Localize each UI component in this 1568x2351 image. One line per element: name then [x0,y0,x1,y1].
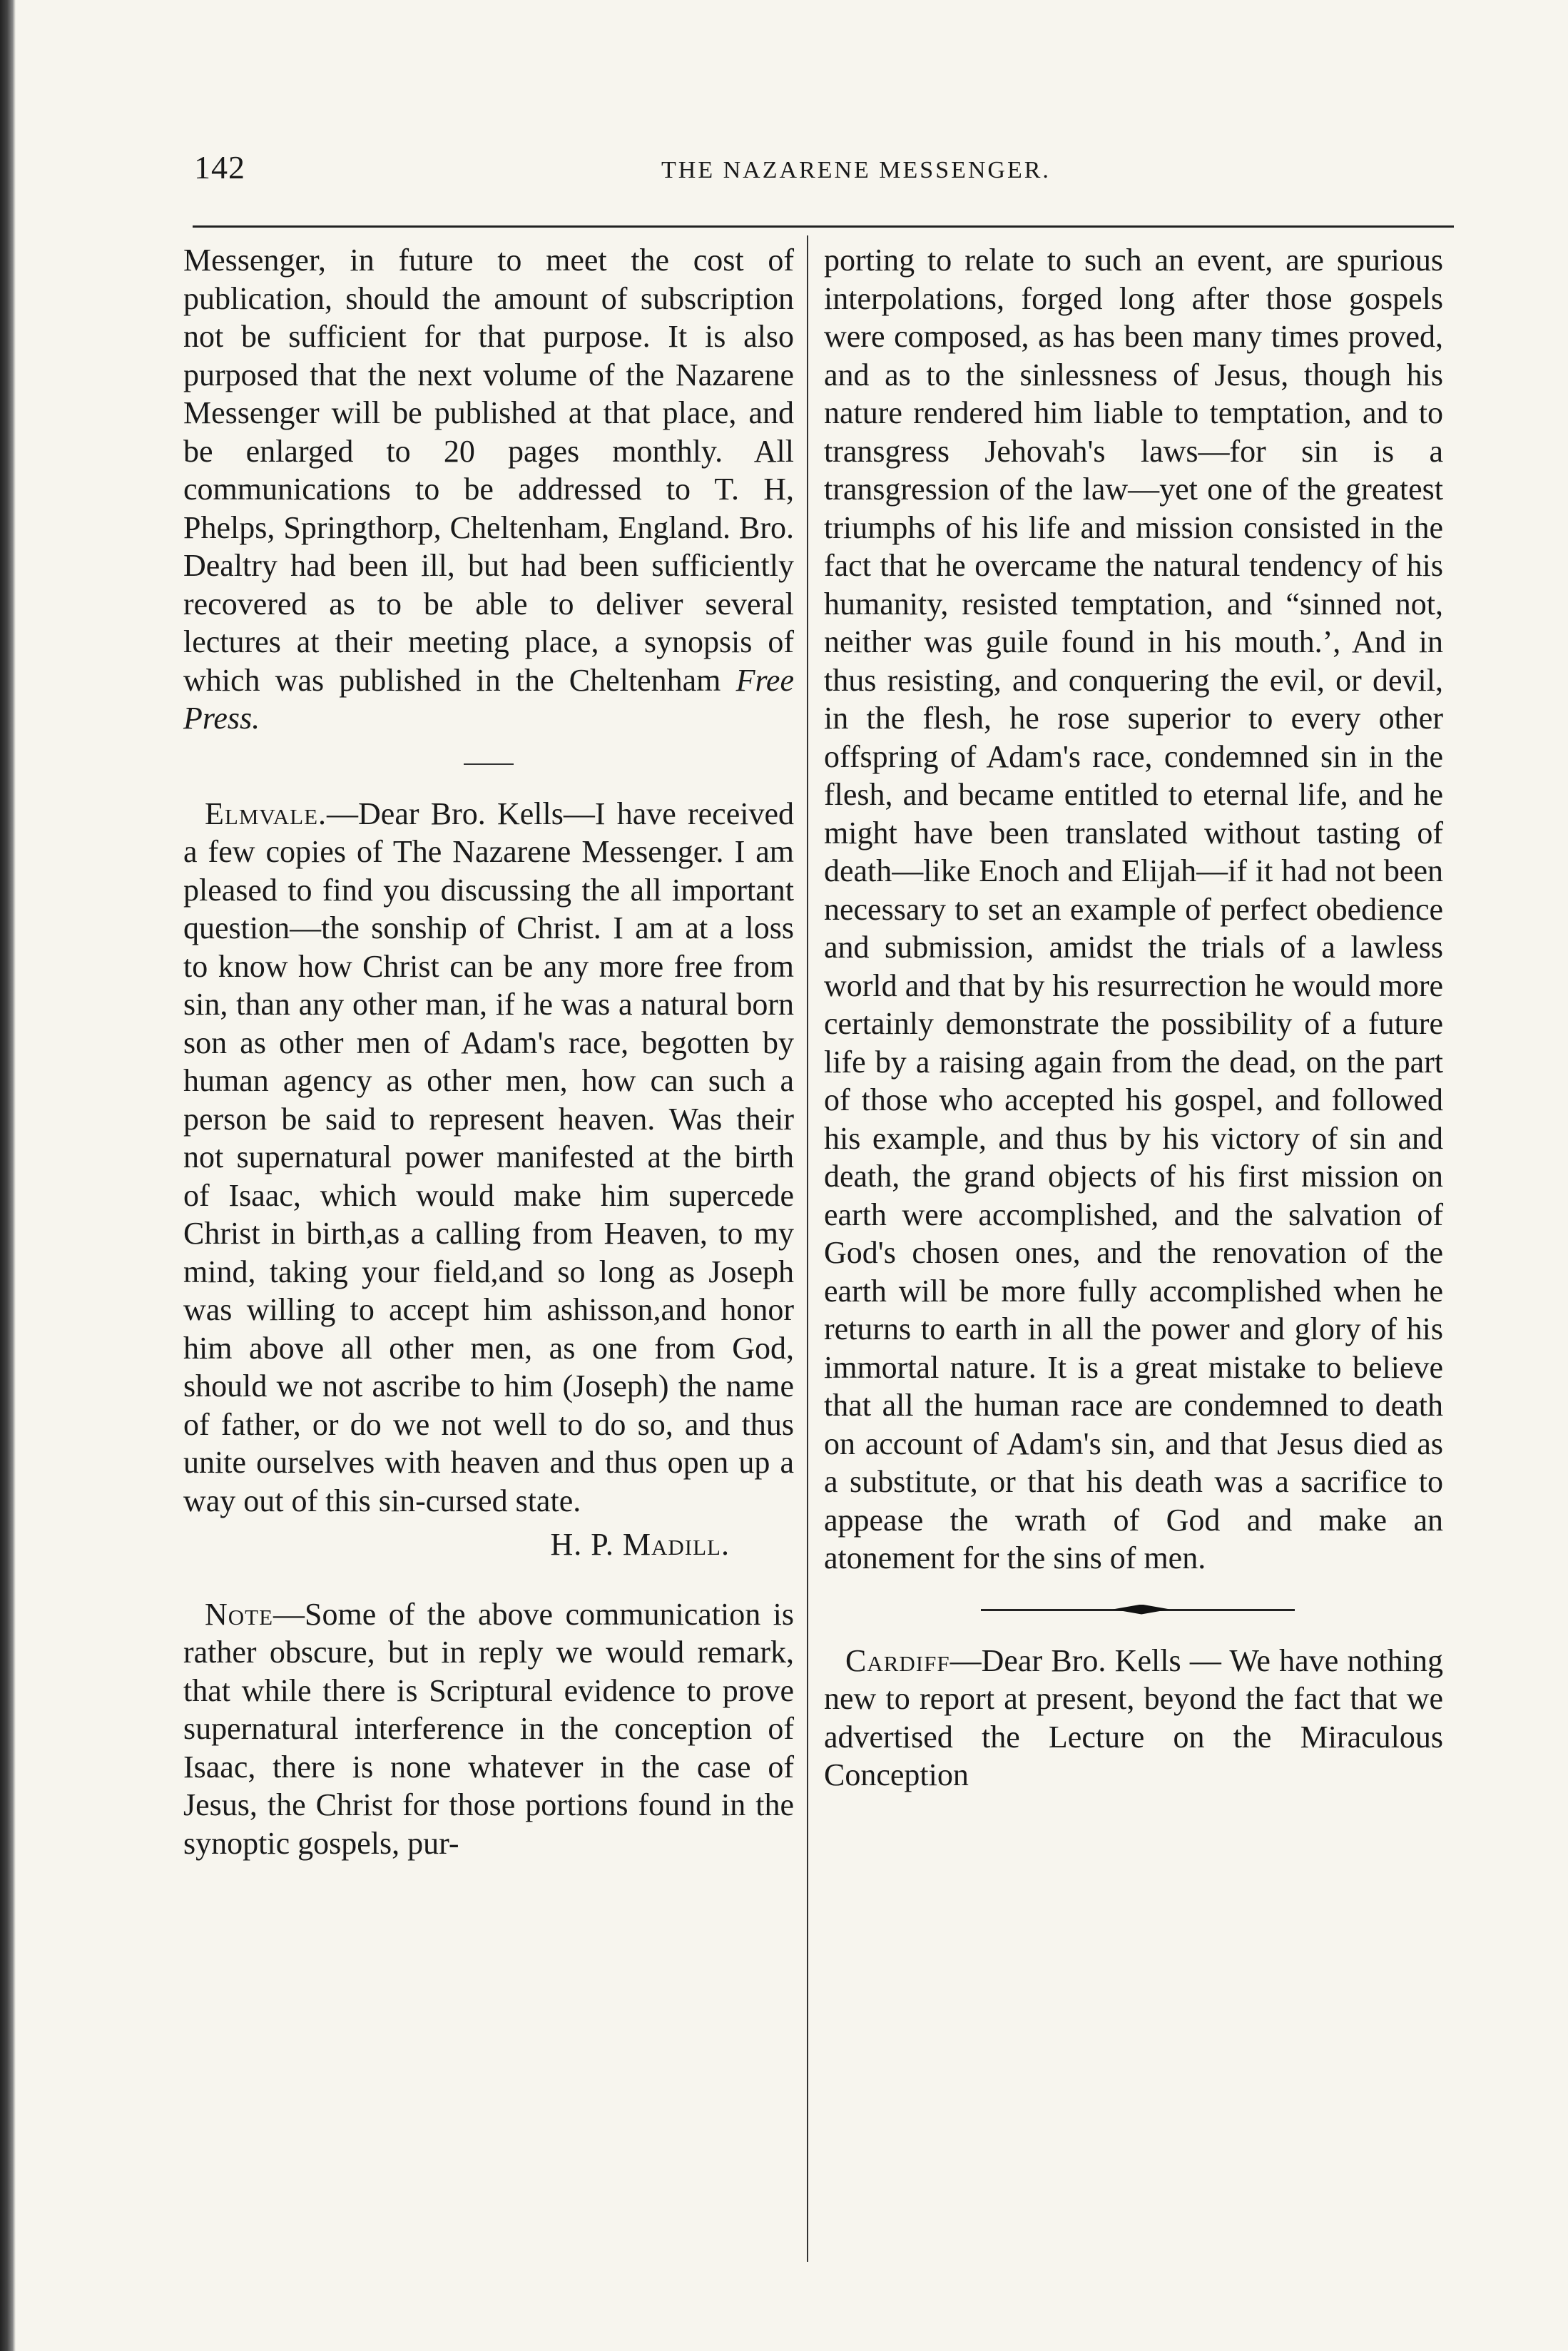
section-lead: Elmvale. [205,796,327,831]
paragraph-text: porting to relate to such an event, are spurious interpolations, forged long after those gospels were composed, as has been many times proved, and as to the sinlessness of Jesus, though his nature rendered him liable to temptation, and to transgress Jehovah's laws—for sin is a transgression of the law—yet one of the greatest triumphs of his life and mission consisted in the fact that he overcame the natural tendency of his humanity, resisted temptation, and “sinned not, neither was guile found in his mouth.’, And in thus resisting, and conquering the evil, or devil, in the flesh, he rose superior to every other offspring of Adam's race, condemned sin in the flesh, and became entitled to eternal life, and he might have been translated without tasting of death—like Enoch and Elijah—if it had not been necessary to set an example of perfect obedience and submission, amidst the trials of a lawless world and that by his resurrection he would more certainly demonstrate the possibility of a future life by a raising again from the dead, on the part of those who accepted his gospel, and followed his example, and thus by his victory of sin and death, the grand objects of his first mission on earth were accomplished, and the salvation of God's chosen ones, and the renovation of the earth will be more fully accomplished when he returns to earth in all the power and glory of his immortal nature. It is a great mistake to believe that all the human race are condemned to death on account of Adam's sin, and that Jesus died as a substitute, or that his death was a sacrifice to appease the wrath of God and make an atonement for the sins of men. [824,243,1443,1575]
divider-ornament [1113,1605,1170,1615]
paragraph-messenger [183,241,794,738]
paragraph-note [183,1595,794,1863]
paragraph-text: Messenger, in future to meet the cost of publication, should the amount of subscription not be sufficient for that purpose. It is also purposed that the next volume of the Nazarene Messenger will be published at that place, and be enlarged to 20 pages monthly. All communications to be addressed to T. H, Phelps, Springthorp, Cheltenham, England. Bro. Dealtry had been ill, but had been sufficiently recovered as to be able to deliver several lectures at their meeting place, a synopsis of which was published in the Cheltenham [183,243,794,698]
section-divider [824,1578,1443,1642]
binding-edge [0,0,16,2351]
column-divider [807,235,808,2262]
paragraph-continuation [824,241,1443,1578]
header-rule [193,225,1454,228]
paragraph-text: —Dear Bro. Kells — We have nothing new to report at present, beyond the fact that we advertised the Lecture on the Miraculous Conception [824,1642,1443,1792]
section-divider [464,763,514,765]
page-header [194,148,1455,198]
running-head: THE NAZARENE MESSENGER. [661,157,1051,183]
paragraph-text: —Dear Bro. Kells—I have received a few copies of The Nazarene Messenger. I am pleased to find you discussing the all important question—the sonship of Christ. I am at a loss to know how Christ can be any more free from sin, than any other man, if he was a natural born son as other men of Adam's race, begotten by human agency as other men, how can such a person be said to represent heaven. Was their not supernatural power manifested at the birth of Isaac, which would make him supercede Christ in birth,as a calling from Heaven, to my mind, taking your field,and so long as Joseph was willing to accept him ashisson,and honor him above all other men, as one from God, should we not ascribe to him (Joseph) the name of father, or do we not well to do so, and thus unite ourselves with heaven and thus open up a way out of this sin-cursed state. [183,796,794,1518]
paragraph-cardiff [824,1642,1443,1794]
page-number: 142 [194,149,245,186]
section-lead: Note [205,1596,274,1632]
left-column [183,241,794,1862]
right-column [824,241,1443,1794]
paragraph-elmvale [183,795,794,1520]
section-lead: Cardiff [845,1642,950,1678]
italic-text: Free Press. [183,662,794,736]
signature: H. P. Madill. [550,1527,730,1562]
paragraph-text: —Some of the above communication is rather obscure, but in reply we would remark, that while there is Scriptural evidence to prove supernatural interference in the conception of Isaac, there is none whatever in the case of Jesus, the Christ for those portions found in the synoptic gospels, pur- [183,1596,794,1861]
